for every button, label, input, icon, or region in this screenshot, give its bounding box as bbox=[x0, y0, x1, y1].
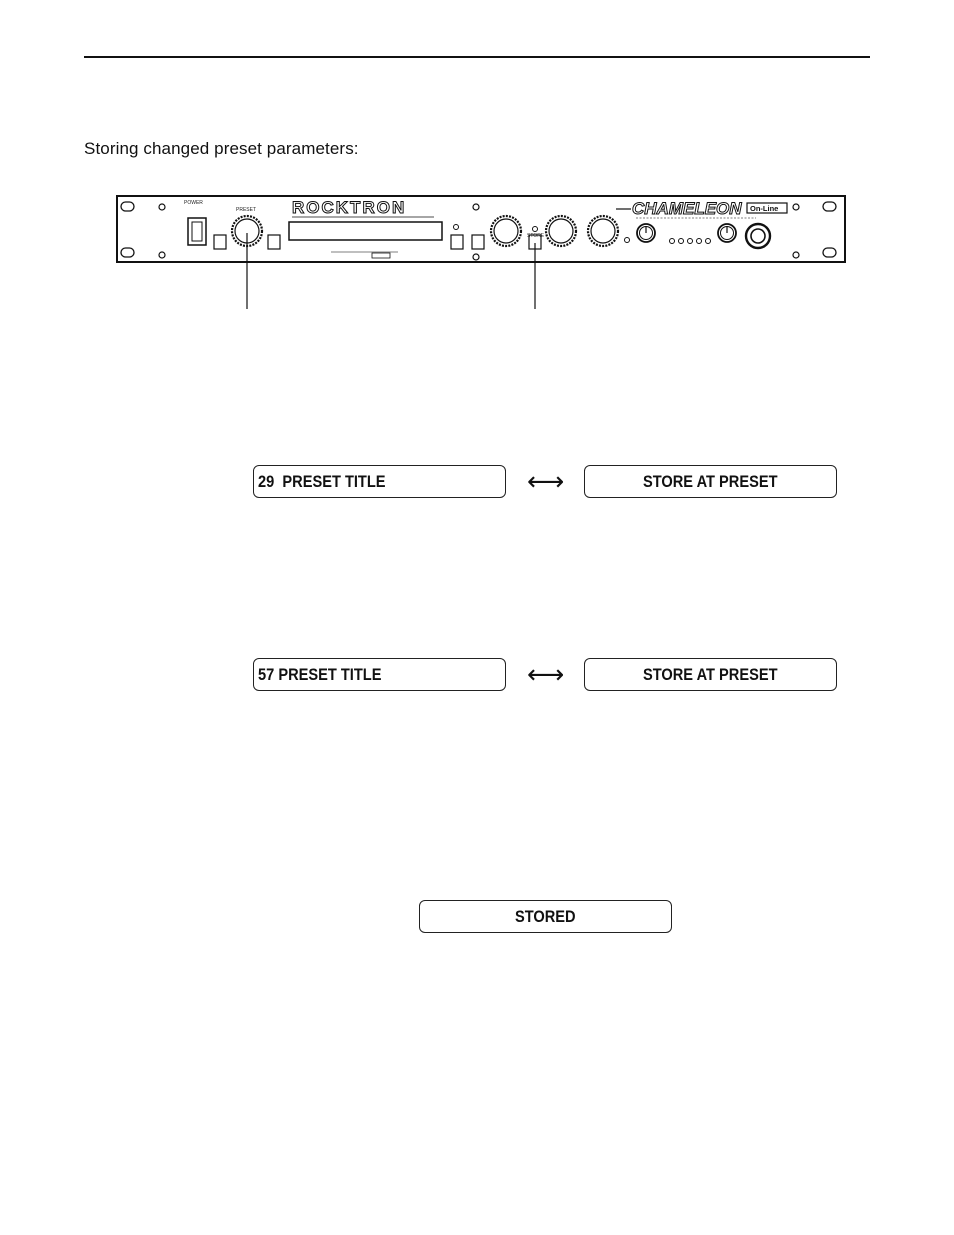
parameter-knob-3[interactable] bbox=[588, 216, 618, 246]
online-badge: On-Line bbox=[750, 204, 779, 213]
brand-logo: ROCKTRON bbox=[292, 198, 407, 217]
header-rule bbox=[84, 56, 870, 58]
lcd-display-stored bbox=[419, 900, 672, 933]
parameter-knob-1[interactable] bbox=[491, 216, 521, 246]
intro-text: Storing changed preset parameters: bbox=[84, 139, 359, 158]
lcd-display-1-left bbox=[253, 465, 506, 498]
lcd-display-1-right bbox=[584, 465, 837, 498]
alternating-arrow-icon: ⟷ bbox=[527, 660, 565, 690]
product-logo: CHAMELEON bbox=[632, 199, 742, 218]
lcd-text: 57 PRESET TITLE bbox=[258, 664, 382, 684]
power-label: POWER bbox=[184, 200, 203, 206]
input-jack[interactable] bbox=[746, 224, 770, 248]
lcd-display-2-left bbox=[253, 658, 506, 691]
store-label: STORE bbox=[527, 233, 545, 239]
parameter-knob-2[interactable] bbox=[546, 216, 576, 246]
front-panel-illustration bbox=[116, 195, 846, 315]
lcd-display-2-right bbox=[584, 658, 837, 691]
lcd-text: STORE AT PRESET bbox=[643, 471, 778, 491]
preset-knob-label: PRESET bbox=[236, 207, 257, 213]
lcd-text: 29 PRESET TITLE bbox=[258, 471, 386, 491]
lcd-text: STORED bbox=[515, 906, 576, 926]
lcd-text: STORE AT PRESET bbox=[643, 664, 778, 684]
alternating-arrow-icon: ⟷ bbox=[527, 467, 565, 497]
